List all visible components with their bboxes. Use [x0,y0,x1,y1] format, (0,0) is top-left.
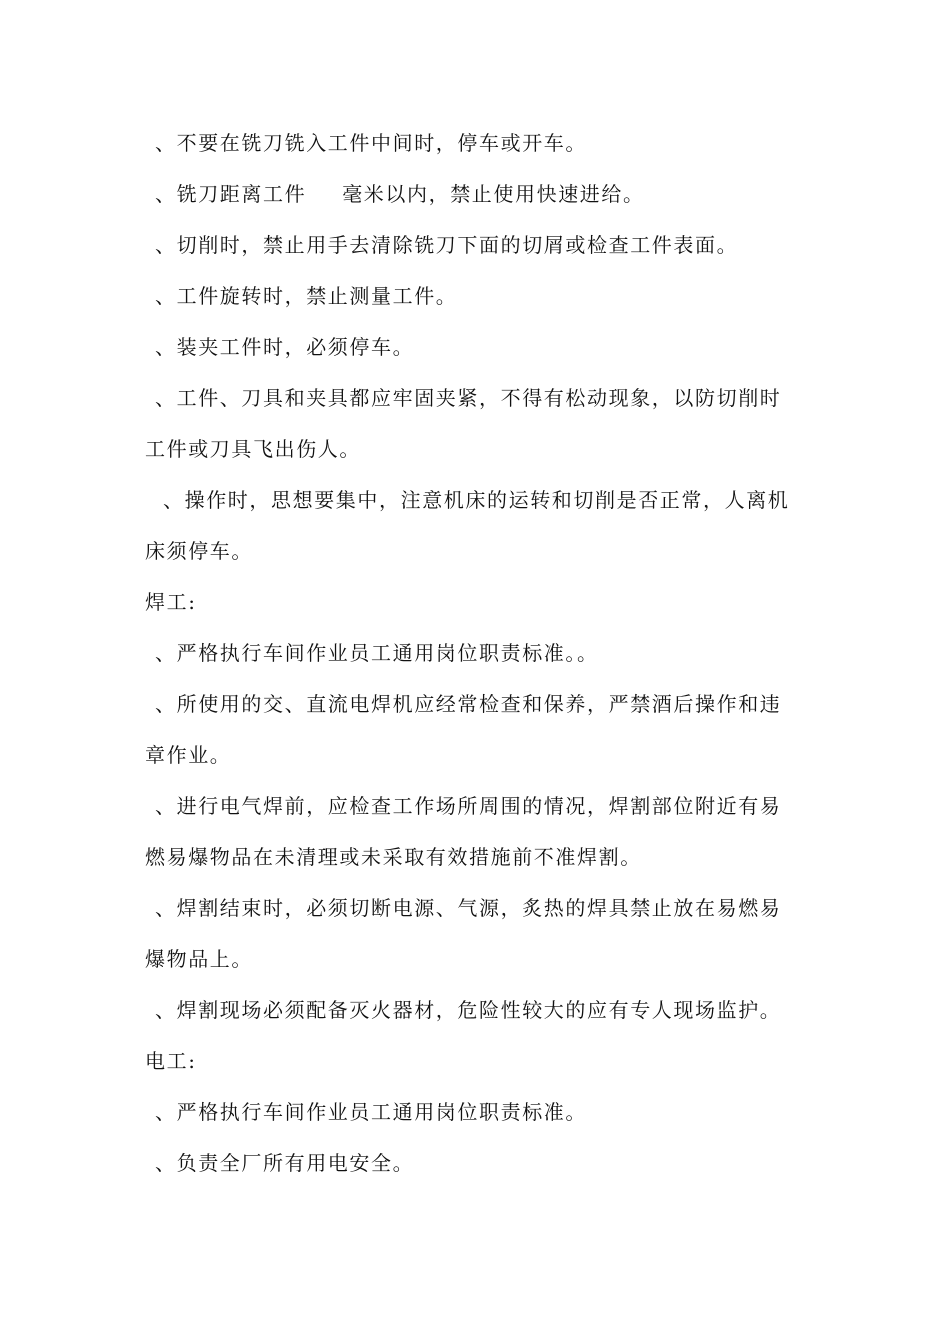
welder-item-3-continued: 燃易爆物品在未清理或未采取有效措施前不准焊割。 [145,845,642,869]
milling-item-6: 、工件、刀具和夹具都应牢固夹紧，不得有松动现象，以防切削时 [155,386,782,410]
milling-item-1: 、不要在铣刀铣入工件中间时，停车或开车。 [155,131,587,155]
milling-item-2-part-b: 毫米以内，禁止使用快速进给。 [342,182,645,206]
welder-item-4-continued: 爆物品上。 [145,947,253,971]
milling-item-7-continued: 床须停车。 [145,539,253,563]
welder-item-2-continued: 章作业。 [145,743,232,767]
welder-item-5: 、焊割现场必须配备灭火器材，危险性较大的应有专人现场监护。 [155,998,782,1022]
electrician-item-2: 、负责全厂所有用电安全。 [155,1151,415,1175]
milling-item-2 [145,169,815,220]
electrician-heading: 电工: [145,1049,197,1073]
milling-item-3: 、切削时，禁止用手去清除铣刀下面的切屑或检查工件表面。 [155,233,739,257]
welder-item-4: 、焊割结束时，必须切断电源、气源，炙热的焊具禁止放在易燃易 [155,896,782,920]
milling-item-5: 、装夹工件时，必须停车。 [155,335,415,359]
milling-item-4: 、工件旋转时，禁止测量工件。 [155,284,458,308]
welder-heading: 焊工: [145,590,197,614]
welder-item-3: 、进行电气焊前，应检查工作场所周围的情况，焊割部位附近有易 [155,794,782,818]
electrician-item-1: 、严格执行车间作业员工通用岗位职责标准。 [155,1100,587,1124]
milling-item-2-part-a: 、铣刀距离工件 [155,182,307,206]
welder-item-1: 、严格执行车间作业员工通用岗位职责标准。。 [155,641,599,665]
milling-item-6-continued: 工件或刀具飞出伤人。 [145,437,361,461]
welder-item-2: 、所使用的交、直流电焊机应经常检查和保养，严禁酒后操作和违 [155,692,782,716]
milling-item-7: 、操作时，思想要集中，注意机床的运转和切削是否正常，人离机 [163,488,790,512]
document-body [145,118,815,1189]
